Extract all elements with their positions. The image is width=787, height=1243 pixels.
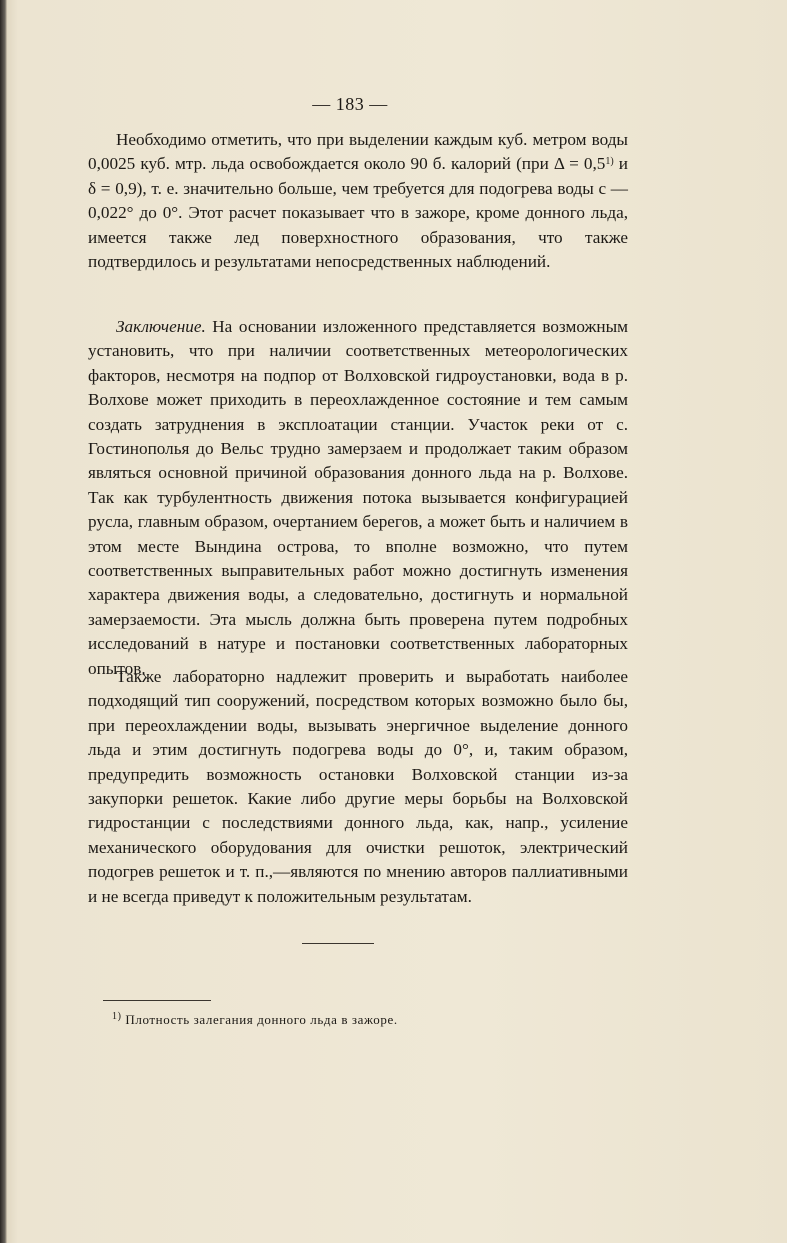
footnote-rule (103, 1000, 211, 1001)
footnote-reference: 1) (605, 156, 614, 168)
paragraph-text (88, 128, 628, 274)
paragraph-body: На основании изложенного представляется возможным установить, что при наличии соответственных метеорологических факторов, несмотря на подпор от Волховской гидроустановки, вода в р. Волхове может приходить в переохлажденное состояние и тем самым создать затруднения в эксплоатации станции. Участок реки от с. Гостинополья до Вельс трудно замерзаем и продолжает таким образом являться основной причиной образования донного льда на р. Волхове. Так как турбулентность движения потока вызывается конфигурацией русла, главным образом, очертанием берегов, а может быть и наличием в этом месте Вындина острова, то вполне возможно, что путем соответственных выправительных работ можно достигнуть изменения характера движения воды, а следовательно, достигнуть и нормальной замерзаемости. Эта мысль должна быть проверена путем подробных исследований в натуре и постановки соответственных лабораторных опытов. (88, 317, 628, 678)
footnote (112, 1012, 398, 1028)
footnote-text: Плотность залегания донного льда в зажоре. (121, 1012, 398, 1027)
footnote-marker: 1) (112, 1011, 122, 1022)
paragraph-ice-calculation (88, 128, 628, 274)
paragraph-text-part2: и δ = 0,9), т. е. значительно больше, чем требуется для подогрева воды с — 0,022° до 0°. Этот расчет показывает что в зажоре, кроме донного льда, имеется также лед поверхностного образования, что также подтвердилось и результатами непосредственных наблюдений. (88, 154, 628, 272)
paragraph-conclusion (88, 315, 628, 681)
paragraph-text (88, 315, 628, 681)
paragraph-recommendations (88, 665, 628, 909)
book-spine-edge (0, 0, 7, 1243)
paragraph-text: Также лабораторно надлежит проверить и выработать наиболее подходящий тип сооружений, посредством которых возможно было бы, при переохлаждении воды, вызывать энергичное выделение донного льда и этим достигнуть подогрева воды до 0°, и, таким образом, предупредить возможность остановки Волховской станции из-за закупорки решеток. Какие либо другие меры борьбы на Волховской гидростанции с последствиями донного льда, как, напр., усиление механического оборудования для очистки решоток, электрический подогрев решеток и т. п.,—являются по мнению авторов паллиативными и не всегда приведут к положительным результатам. (88, 667, 628, 906)
section-lead-conclusion: Заключение. (116, 317, 206, 336)
section-divider (302, 943, 374, 944)
paragraph-text-part1: Необходимо отметить, что при выделении каждым куб. метром воды 0,0025 куб. мтр. льда освобождается около 90 б. калорий (при Δ = 0,5 (88, 130, 628, 174)
page-number: — 183 — (312, 94, 388, 114)
